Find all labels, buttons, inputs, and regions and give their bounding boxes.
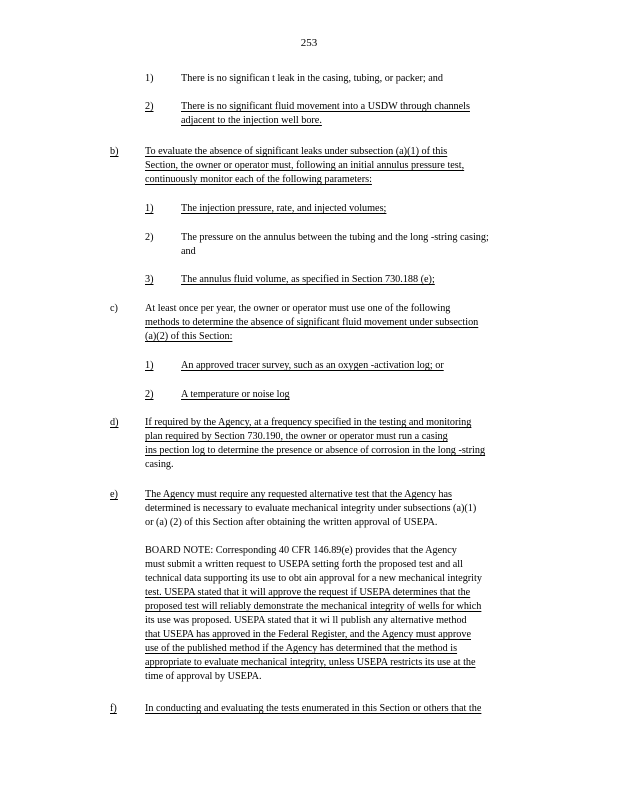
text-line: If required by the Agency, at a frequency specified in the testing and monitoring <box>145 417 472 428</box>
text-line: that USEPA has approved in the Federal Register, and the Agency must approve <box>145 629 471 640</box>
item-text <box>181 100 470 128</box>
item-text <box>181 72 443 86</box>
item-text <box>181 231 489 259</box>
text-line: The injection pressure, rate, and injected volumes; <box>181 203 387 214</box>
item-marker: 1) <box>145 203 154 214</box>
text-line: Section, the owner or operator must, following an initial annulus pressure test, <box>145 160 465 171</box>
section-text <box>145 416 485 472</box>
text-line: There is no significan t leak in the casing, tubing, or packer; and <box>181 73 443 84</box>
section-marker: f) <box>110 703 117 714</box>
text-line: plan required by Section 730.190, the owner or operator must run a casing <box>145 431 448 442</box>
text-line: use of the published method if the Agency has determined that the method is <box>145 643 458 654</box>
text-line: its use was proposed. USEPA stated that it wi ll publish any alternative method <box>145 615 467 626</box>
item-text <box>181 388 290 402</box>
text-line: time of approval by USEPA. <box>145 671 262 682</box>
item-marker: 3) <box>145 274 154 285</box>
section-marker: c) <box>110 303 118 314</box>
text-line: determined is necessary to evaluate mechanical integrity under subsections (a)(1) <box>145 503 477 514</box>
page-number: 253 <box>300 37 318 49</box>
text-line: test. USEPA stated that it will approve the request if USEPA determines that the <box>145 587 471 598</box>
text-line: adjacent to the injection well bore. <box>181 115 322 126</box>
item-marker: 1) <box>145 360 154 371</box>
text-line: BOARD NOTE: Corresponding 40 CFR 146.89(e) provides that the Agency <box>145 545 457 556</box>
text-line: The pressure on the annulus between the tubing and the long -string casing; <box>181 232 489 243</box>
section-text <box>145 488 476 530</box>
text-line: At least once per year, the owner or operator must use one of the following <box>145 303 451 314</box>
text-line: casing. <box>145 459 174 470</box>
text-line: (a)(2) of this Section: <box>145 331 233 342</box>
text-line: To evaluate the absence of significant leaks under subsection (a)(1) of this <box>145 146 448 157</box>
section-marker: e) <box>110 489 118 500</box>
section-text <box>145 145 464 187</box>
item-text <box>181 359 444 373</box>
item-marker: 1) <box>145 73 154 84</box>
text-line: In conducting and evaluating the tests enumerated in this Section or others that the <box>145 703 482 714</box>
section-text <box>145 302 478 344</box>
text-line: appropriate to evaluate mechanical integrity, unless USEPA restricts its use at the <box>145 657 476 668</box>
text-line: There is no significant fluid movement into a USDW through channels <box>181 101 470 112</box>
item-marker: 2) <box>145 101 154 112</box>
text-line: methods to determine the absence of significant fluid movement under subsection <box>145 317 479 328</box>
text-line: The annulus fluid volume, as specified in Section 730.188 (e); <box>181 274 435 285</box>
text-line: and <box>181 246 196 257</box>
text-line: or (a) (2) of this Section after obtaining the written approval of USEPA. <box>145 517 438 528</box>
text-line: An approved tracer survey, such as an oxygen -activation log; or <box>181 360 444 371</box>
text-line: The Agency must require any requested alternative test that the Agency has <box>145 489 452 500</box>
text-line: technical data supporting its use to obt ain approval for a new mechanical integrity <box>145 573 482 584</box>
text-line: proposed test will reliably demonstrate the mechanical integrity of wells for which <box>145 601 482 612</box>
text-line: continuously monitor each of the following parameters: <box>145 174 372 185</box>
board-note <box>145 544 482 684</box>
text-line: must submit a written request to USEPA setting forth the proposed test and all <box>145 559 463 570</box>
section-marker: d) <box>110 417 119 428</box>
text-line: ins pection log to determine the presence or absence of corrosion in the long -string <box>145 445 486 456</box>
text-line: A temperature or noise log <box>181 389 290 400</box>
item-marker: 2) <box>145 232 154 243</box>
item-text <box>181 202 386 216</box>
item-marker: 2) <box>145 389 154 400</box>
item-text <box>181 273 435 287</box>
section-text <box>145 702 481 716</box>
section-marker: b) <box>110 146 119 157</box>
